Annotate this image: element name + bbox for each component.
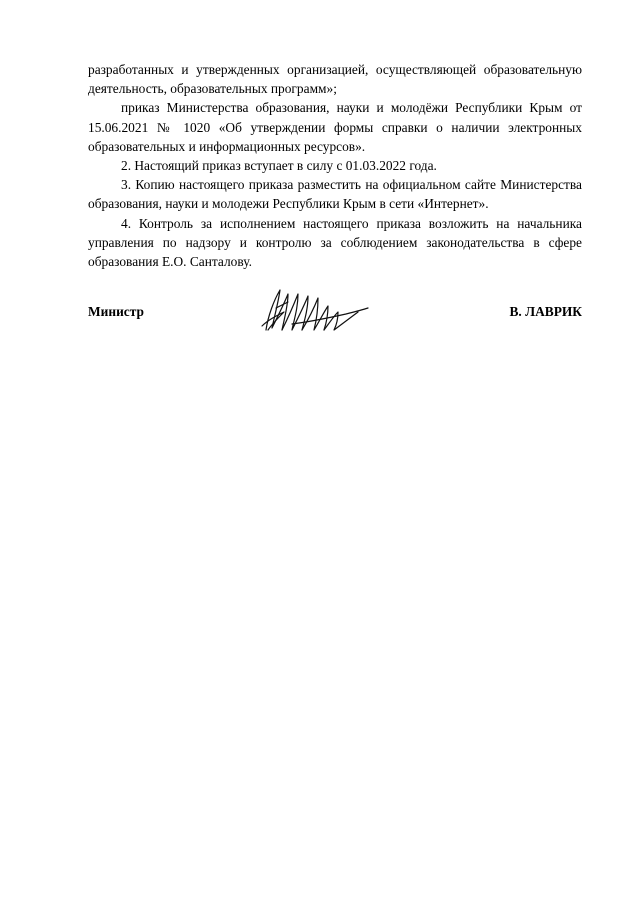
paragraph-item-3: 3. Копию настоящего приказа разместить на официальном сайте Министерства образования, науки и молодежи Республики Крым в сети «Интернет». [88, 177, 582, 212]
paragraph-item-4: 4. Контроль за исполнением настоящего приказа возложить на начальника управления по надзору и контролю за соблюдением законодательства в сфере образования Е.О. Санталову. [88, 215, 582, 270]
document-body [88, 60, 582, 271]
signatory-title: Министр [88, 304, 144, 319]
signatory-name: В. ЛАВРИК [509, 304, 582, 319]
paragraph-item-2: 2. Настоящий приказ вступает в силу с 01.03.2022 года. [121, 158, 437, 174]
handwritten-signature [258, 286, 370, 336]
paragraph-order-reference: приказ Министерства образования, науки и молодёжи Республики Крым от 15.06.2021 № 1020 «Об утверждении формы справки о наличии электронных образовательных и информационных ресурсов». [88, 100, 582, 154]
signature-block [88, 300, 582, 340]
paragraph-continuation: разработанных и утвержденных организацией, осуществляющей образовательную деятельность, образовательных программ»; [88, 62, 582, 97]
